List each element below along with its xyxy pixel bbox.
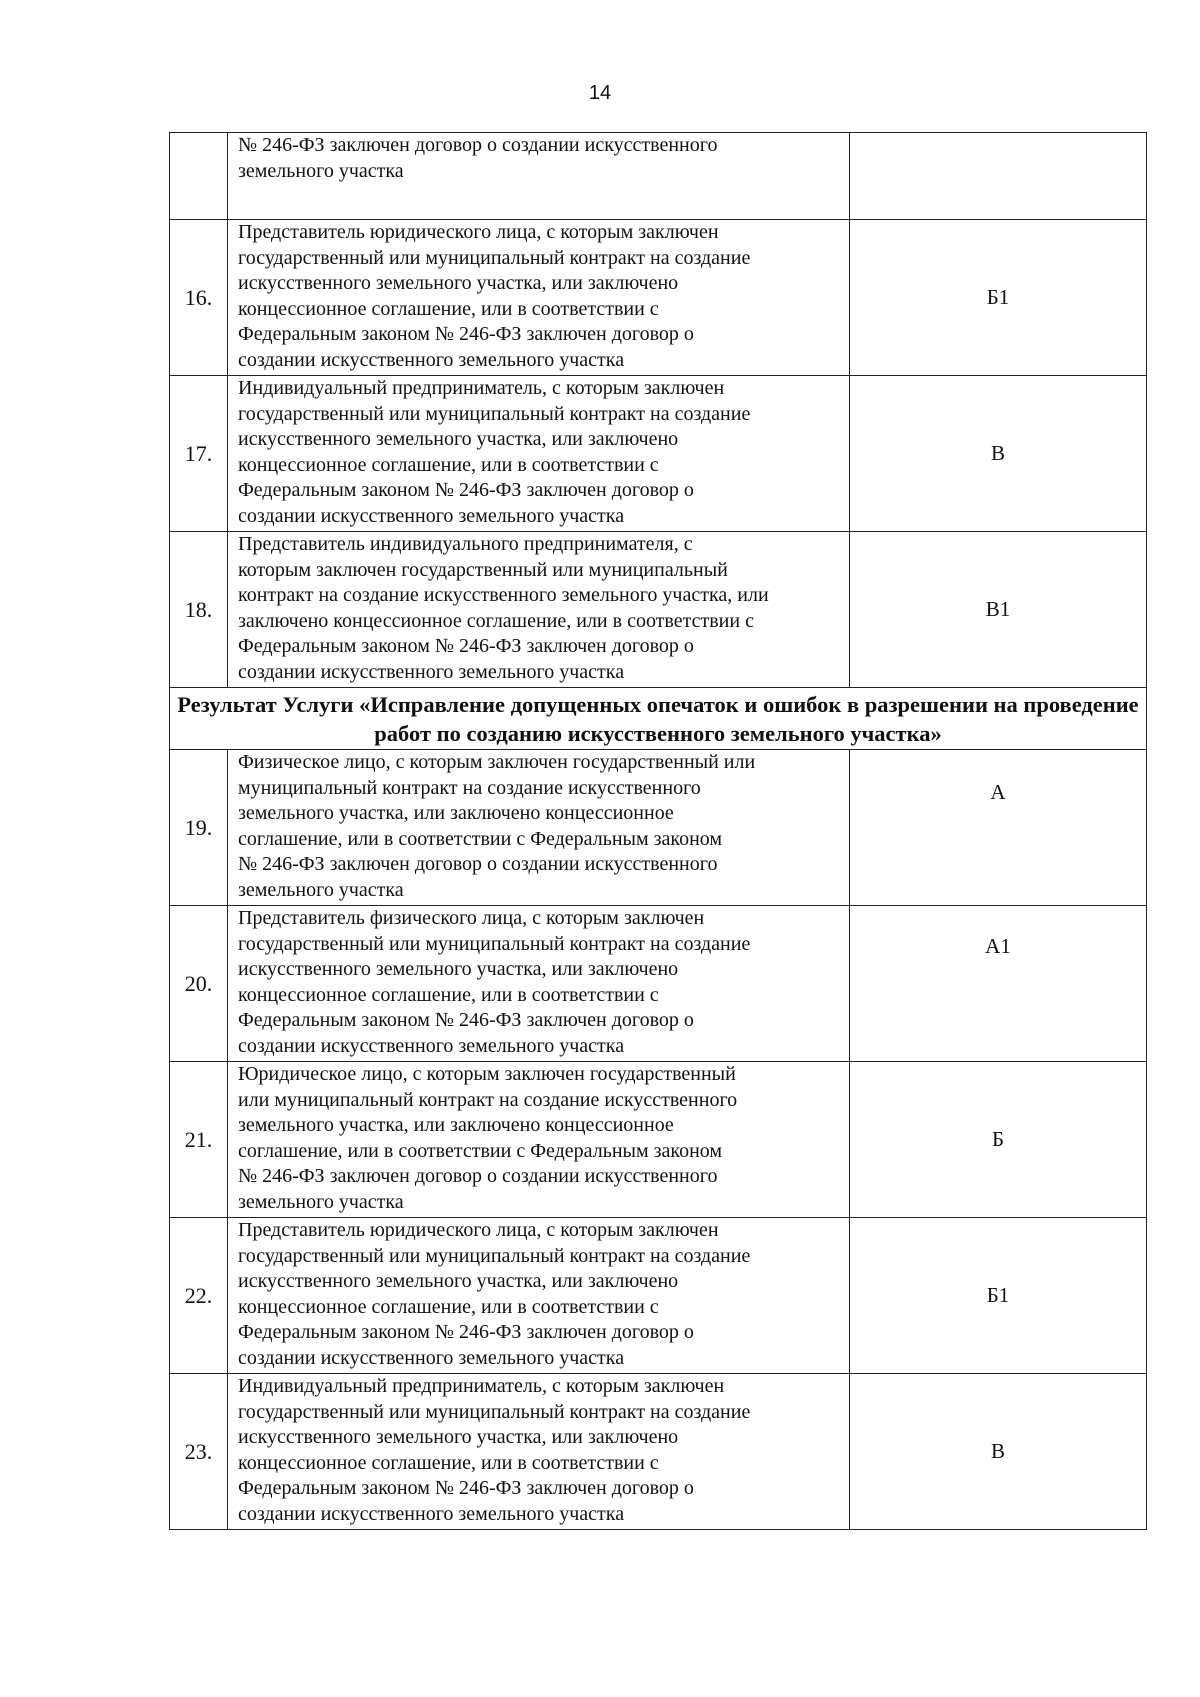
section-title: Результат Услуги «Исправление допущенных опечаток и ошибок в разрешении на проведение работ по созданию искусственного земельного участка» xyxy=(170,688,1147,750)
table-row xyxy=(170,376,1147,532)
table-row xyxy=(170,133,1147,220)
table-row xyxy=(170,1062,1147,1218)
row-number: 22. xyxy=(170,1218,228,1374)
row-number xyxy=(170,133,228,220)
row-number: 20. xyxy=(170,906,228,1062)
applicant-description: Физическое лицо, с которым заключен государственный или муниципальный контракт на создание искусственного земельного участка, или заключено концессионное соглашение, или в соответствии с Федеральным законом № 246-ФЗ заключен договор о создании искусственного земельного участка xyxy=(228,750,850,906)
table-row xyxy=(170,220,1147,376)
table-row xyxy=(170,1374,1147,1530)
section-header-row xyxy=(170,688,1147,750)
table-row xyxy=(170,532,1147,688)
applicant-code: В1 xyxy=(850,532,1147,688)
applicant-description: Представитель юридического лица, с которым заключен государственный или муниципальный контракт на создание искусственного земельного участка, или заключено концессионное соглашение, или в соответствии с Федеральным законом № 246-ФЗ заключен договор о создании искусственного земельного участка xyxy=(228,220,850,376)
applicant-code: Б xyxy=(850,1062,1147,1218)
page-number: 14 xyxy=(588,82,612,104)
applicant-code: Б1 xyxy=(850,220,1147,376)
applicant-code: В xyxy=(850,1374,1147,1530)
applicant-code: А1 xyxy=(850,906,1147,1062)
row-number: 17. xyxy=(170,376,228,532)
applicant-description: Индивидуальный предприниматель, с которым заключен государственный или муниципальный контракт на создание искусственного земельного участка, или заключено концессионное соглашение, или в соответствии с Федеральным законом № 246-ФЗ заключен договор о создании искусственного земельного участка xyxy=(228,376,850,532)
applicant-code xyxy=(850,133,1147,220)
row-number: 21. xyxy=(170,1062,228,1218)
applicant-description: Представитель юридического лица, с которым заключен государственный или муниципальный контракт на создание искусственного земельного участка, или заключено концессионное соглашение, или в соответствии с Федеральным законом № 246-ФЗ заключен договор о создании искусственного земельного участка xyxy=(228,1218,850,1374)
applicant-code: В xyxy=(850,376,1147,532)
applicant-code: А xyxy=(850,750,1147,906)
applicant-description: Представитель индивидуального предпринимателя, с которым заключен государственный или муниципальный контракт на создание искусственного земельного участка, или заключено концессионное соглашение, или в соответствии с Федеральным законом № 246-ФЗ заключен договор о создании искусственного земельного участка xyxy=(228,532,850,688)
table-row xyxy=(170,1218,1147,1374)
applicant-codes-table xyxy=(169,132,1147,1530)
row-number: 19. xyxy=(170,750,228,906)
table-row xyxy=(170,750,1147,906)
applicant-description: № 246-ФЗ заключен договор о создании искусственного земельного участка xyxy=(228,133,850,220)
applicant-description: Юридическое лицо, с которым заключен государственный или муниципальный контракт на создание искусственного земельного участка, или заключено концессионное соглашение, или в соответствии с Федеральным законом № 246-ФЗ заключен договор о создании искусственного земельного участка xyxy=(228,1062,850,1218)
table-row xyxy=(170,906,1147,1062)
row-number: 16. xyxy=(170,220,228,376)
row-number: 18. xyxy=(170,532,228,688)
applicant-description: Представитель физического лица, с которым заключен государственный или муниципальный контракт на создание искусственного земельного участка, или заключено концессионное соглашение, или в соответствии с Федеральным законом № 246-ФЗ заключен договор о создании искусственного земельного участка xyxy=(228,906,850,1062)
applicant-description: Индивидуальный предприниматель, с которым заключен государственный или муниципальный контракт на создание искусственного земельного участка, или заключено концессионное соглашение, или в соответствии с Федеральным законом № 246-ФЗ заключен договор о создании искусственного земельного участка xyxy=(228,1374,850,1530)
row-number: 23. xyxy=(170,1374,228,1530)
applicant-code: Б1 xyxy=(850,1218,1147,1374)
